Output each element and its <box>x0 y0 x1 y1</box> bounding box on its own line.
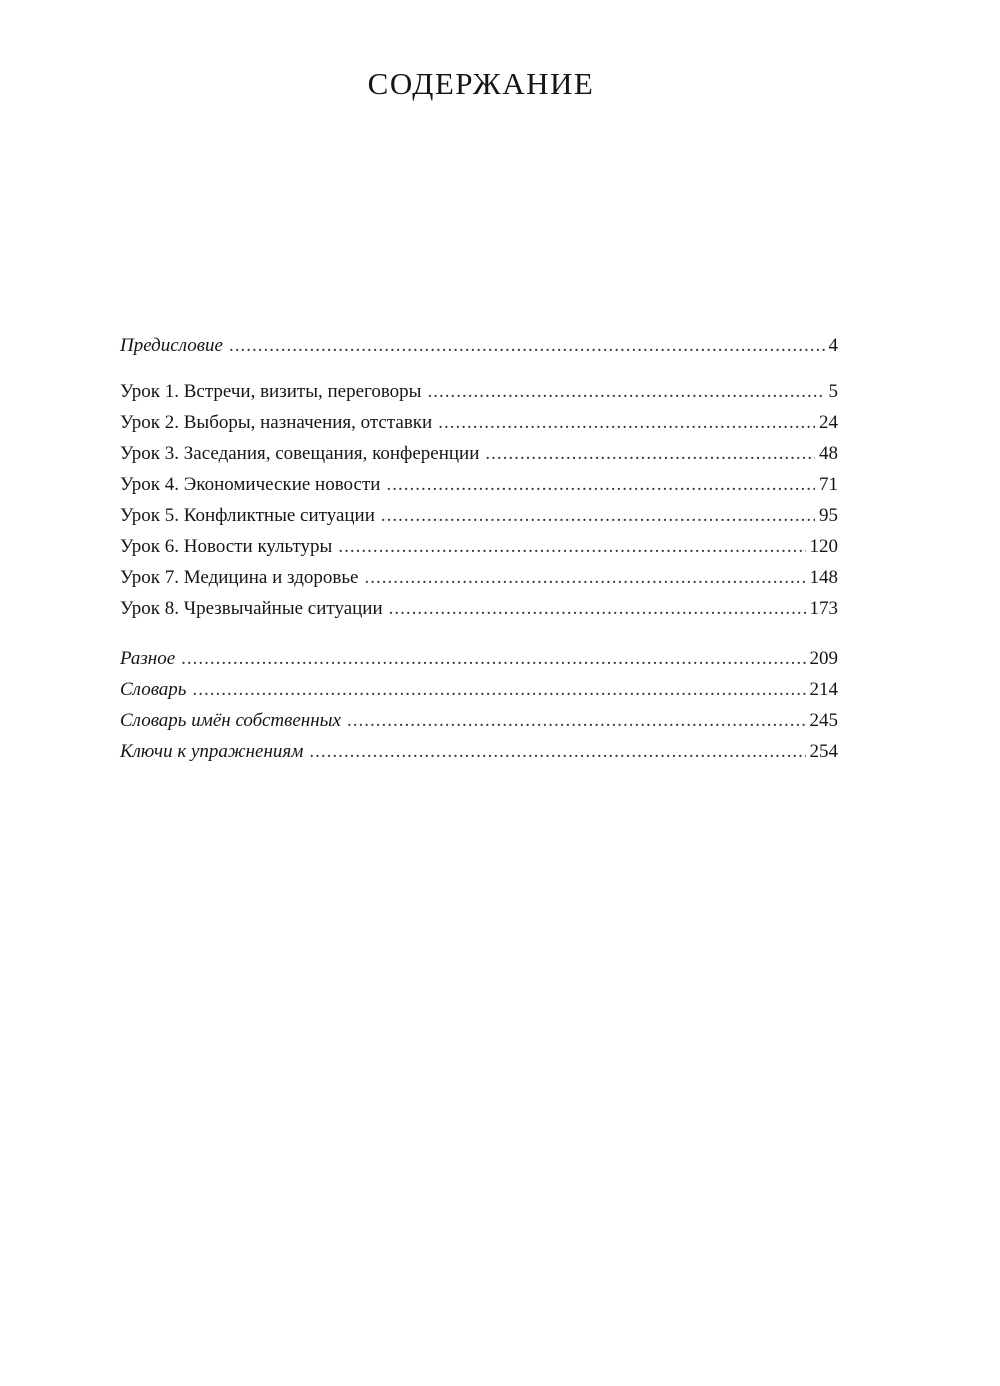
toc-entry-page: 120 <box>809 536 838 557</box>
spacer <box>120 361 838 376</box>
toc-entry-lesson-6 <box>120 531 838 562</box>
toc-entry-preface <box>120 330 838 361</box>
spacer <box>120 624 838 643</box>
dot-leader <box>192 674 805 705</box>
toc-entry-page: 71 <box>819 474 838 495</box>
toc-preface-group <box>120 330 838 361</box>
dot-leader <box>229 330 825 361</box>
toc-entry-page: 254 <box>809 741 838 762</box>
toc-entry-label: Урок 3. Заседания, совещания, конференции <box>120 443 480 464</box>
dot-leader <box>427 376 824 407</box>
toc-entry-lesson-4 <box>120 469 838 500</box>
dot-leader <box>181 643 805 674</box>
toc-entry-page: 209 <box>809 648 838 669</box>
toc-entry-label: Урок 5. Конфликтные ситуации <box>120 505 375 526</box>
dot-leader <box>338 531 805 562</box>
toc-entry-label: Урок 4. Экономические новости <box>120 474 381 495</box>
toc-entry-label: Ключи к упражнениям <box>120 741 304 762</box>
toc-entry-label: Словарь имён собственных <box>120 710 341 731</box>
dot-leader <box>485 438 815 469</box>
dot-leader <box>386 469 815 500</box>
toc-entry-label: Урок 6. Новости культуры <box>120 536 333 557</box>
toc-entry-page: 148 <box>809 567 838 588</box>
toc-entry-page: 214 <box>809 679 838 700</box>
toc-entry-lesson-3 <box>120 438 838 469</box>
dot-leader <box>381 500 815 531</box>
toc-entry-page: 5 <box>828 381 838 402</box>
dot-leader <box>347 705 806 736</box>
table-of-contents <box>120 330 838 767</box>
toc-entry-label: Урок 8. Чрезвычайные ситуации <box>120 598 383 619</box>
toc-entry-lesson-1 <box>120 376 838 407</box>
toc-entry-page: 48 <box>819 443 838 464</box>
toc-entry-dictionary <box>120 674 838 705</box>
page-title: СОДЕРЖАНИЕ <box>367 66 595 101</box>
dot-leader <box>309 736 805 767</box>
toc-entry-page: 95 <box>819 505 838 526</box>
toc-entry-page: 24 <box>819 412 838 433</box>
toc-entry-label: Предисловие <box>120 335 223 356</box>
toc-entry-lesson-2 <box>120 407 838 438</box>
toc-entry-label: Словарь <box>120 679 187 700</box>
toc-entry-label: Урок 2. Выборы, назначения, отставки <box>120 412 433 433</box>
dot-leader <box>389 593 806 624</box>
toc-entry-label: Разное <box>120 648 176 669</box>
dot-leader <box>364 562 805 593</box>
toc-entry-exercise-keys <box>120 736 838 767</box>
toc-entry-label: Урок 7. Медицина и здоровье <box>120 567 359 588</box>
toc-entry-lesson-8 <box>120 593 838 624</box>
toc-entry-lesson-5 <box>120 500 838 531</box>
toc-entry-page: 245 <box>809 710 838 731</box>
toc-entry-misc <box>120 643 838 674</box>
toc-entry-page: 4 <box>828 335 838 356</box>
toc-entry-proper-names-dictionary <box>120 705 838 736</box>
toc-entry-lesson-7 <box>120 562 838 593</box>
toc-lessons-group <box>120 376 838 624</box>
toc-entry-label: Урок 1. Встречи, визиты, переговоры <box>120 381 422 402</box>
toc-entry-page: 173 <box>809 598 838 619</box>
dot-leader <box>438 407 815 438</box>
toc-appendices-group <box>120 643 838 767</box>
